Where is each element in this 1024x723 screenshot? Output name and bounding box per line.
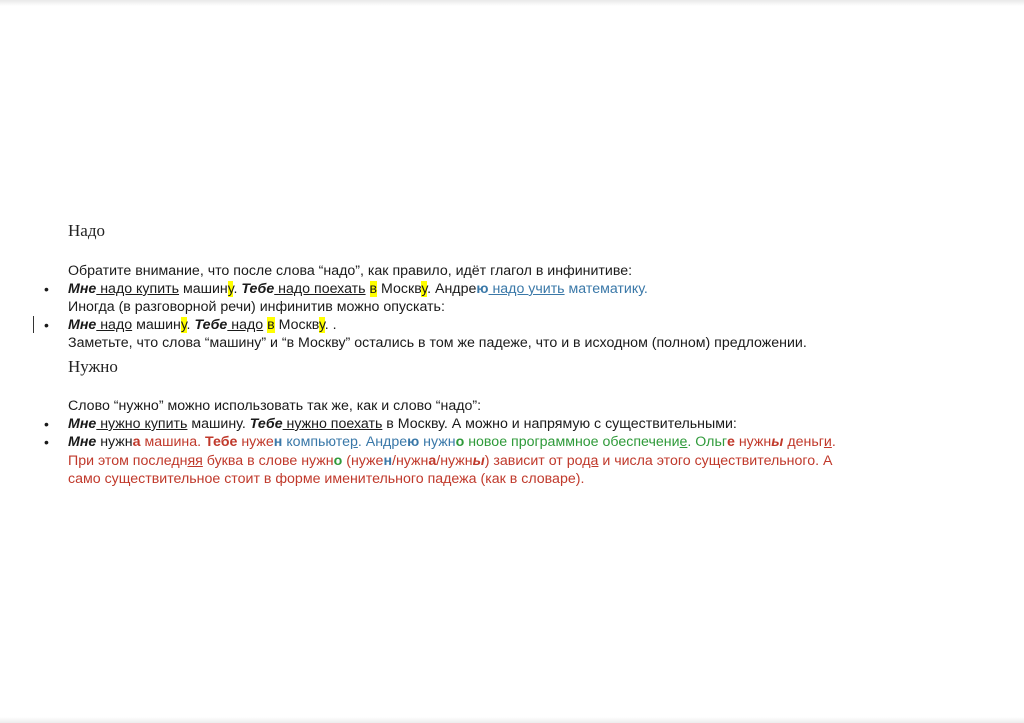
phrase-nado-poehat: надо поехать [274,281,366,297]
word-nuzhn-3: нужн [734,434,772,450]
text: При этом последн [68,453,188,469]
preposition-v-highlight: в [267,317,275,333]
nuzhno-intro: Слово “нужно” можно использовать так же, как и слово “надо”: [68,398,482,414]
word-tebe: Тебе [205,434,238,450]
nuzhno-explain-1 [68,452,833,470]
word-tebe: Тебе [241,281,275,297]
word-moskv: Москв [274,317,320,333]
text: (нуже [342,453,384,469]
word-nuzhe: нуже [237,434,274,450]
bullet-4: • [44,434,49,450]
word-andre: Андре [431,281,477,297]
ending-a: а [132,434,141,450]
nado-intro: Обратите внимание, что после слова “надо”, как правило, идёт глагол в инфинитиве: [68,263,633,279]
word-nado: надо [96,317,133,333]
word-mashinu: машину. [187,416,250,432]
word-andre: . Андре [357,434,408,450]
word-kompyute: компьюте [282,434,350,450]
word-mne: Мне [68,416,97,432]
punct: . [427,281,432,297]
heading-nuzhno: Нужно [68,357,118,376]
word-mne: Мне [68,434,97,450]
nuzhno-example-2 [68,433,836,451]
nuzhno-explain-2: само существительное стоит в форме именительного падежа (как в словаре). [68,471,585,487]
nado-remark: Заметьте, что слова “машину” и “в Москву” остались в том же падеже, что и в исходном (полном) предложении. [68,335,807,351]
nado-example-1 [68,280,648,298]
word-moskv: Москв [377,281,422,297]
ending-da: да [582,453,599,469]
word-deng: деньг [783,434,824,450]
nado-note: Иногда (в разговорной речи) инфинитив можно опускать: [68,299,445,315]
word-mashin: машин [179,281,228,297]
ending-e: е [679,434,688,450]
ending-u-highlight: у [180,317,187,333]
ending-yu: ю [476,281,489,297]
space [366,281,370,297]
ending-o: о [455,434,465,450]
punct: . [233,281,238,297]
phrase-nuzhno-kupit: нужно купить [96,416,188,432]
word-mashina: машина. [140,434,206,450]
text: ) зависит от ро [484,453,583,469]
ending-yu: ю [407,434,420,450]
bullet-1: • [44,281,49,297]
punct: . [831,434,836,450]
preposition-v-highlight: в [369,281,378,297]
text-cursor [33,316,34,333]
text: буква в слове нужн [202,453,334,469]
ending-n: н [273,434,283,450]
ending-u-highlight-2: у [421,281,428,297]
word-mne: Мне [68,317,97,333]
punct: . [186,317,191,333]
word-mne: Мне [68,281,97,297]
bullet-2: • [44,317,49,333]
page-top-edge [0,0,1024,6]
ending-n: н [383,453,393,469]
phrase-rest: в Москву. А можно и напрямую с существительными: [382,416,737,432]
ending-i: и [823,434,832,450]
ending-y: ы [771,434,784,450]
ending-y: ы [472,453,485,469]
ending-a: а [428,453,437,469]
word-nado-2: надо [227,317,264,333]
ending-u-highlight: у [227,281,234,297]
word-tebe: Тебе [194,317,228,333]
ending-u-highlight-2: у [319,317,325,333]
text: /нужн [392,453,429,469]
word-matematiku: математику. [564,281,648,297]
word-olg: . Ольг [687,434,728,450]
phrase-nado-kupit: надо купить [96,281,180,297]
word-tebe: Тебе [249,416,283,432]
ending-e-2: е [727,434,735,450]
ending-ya: яя [187,453,203,469]
heading-nado: Надо [68,221,105,240]
text: /нужн [436,453,473,469]
bullet-3: • [44,416,49,432]
word-nuzhn-2: нужн [419,434,456,450]
phrase-novoe: новое программное обеспечени [464,434,680,450]
page-bottom-edge [0,717,1024,723]
nado-example-2 [68,316,337,334]
ending-r: р [349,434,358,450]
punct-tail: . . [324,317,337,333]
word-nuzhn: нужн [96,434,133,450]
nuzhno-example-1 [68,415,737,433]
word-mashin: машин [132,317,181,333]
text: и числа этого существительного. А [598,453,833,469]
phrase-nado-uchit: надо учить [488,281,565,297]
phrase-nuzhno-poehat: нужно поехать [282,416,383,432]
ending-o: о [333,453,343,469]
